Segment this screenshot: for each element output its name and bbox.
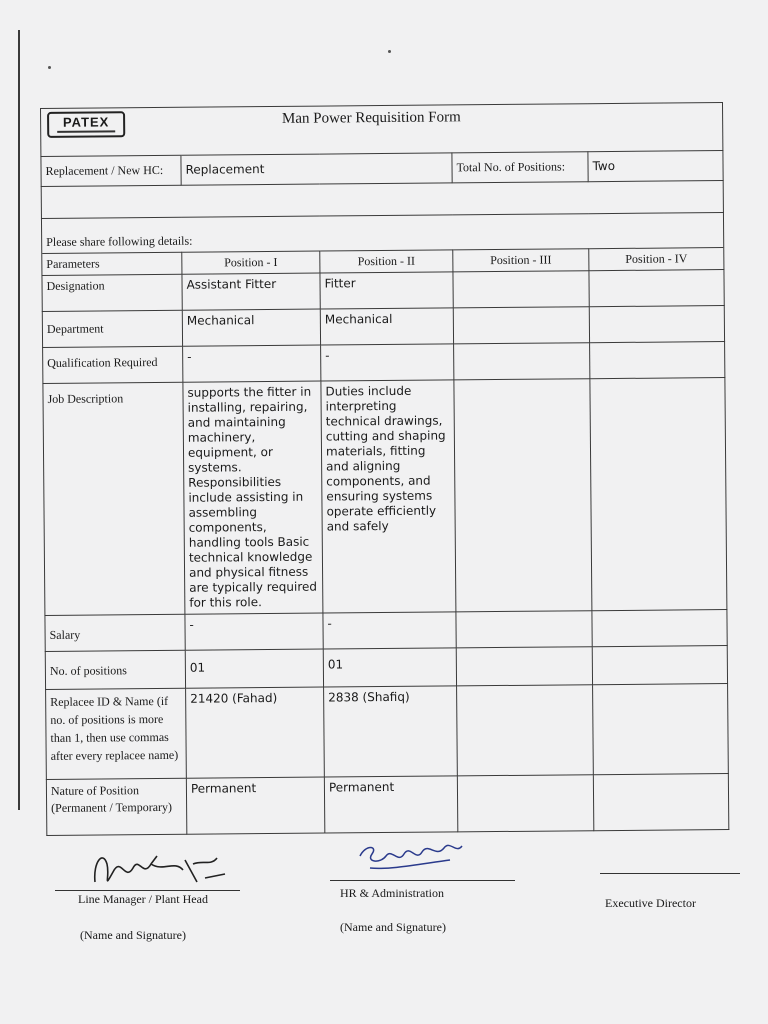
- salary-label: Salary: [45, 614, 185, 651]
- job-description-p1: supports the fitter in installing, repairing, and maintaining machinery, equipment, or systems. Responsibilities include assisting in assembling components, handling tools Basic technical knowledge and physical fitness are typically required for this role.: [183, 381, 323, 614]
- replacement-value: Replacement: [181, 153, 452, 185]
- line-manager-label: Line Manager / Plant Head: [78, 892, 208, 906]
- department-row: [42, 306, 724, 348]
- replacee-p1: 21420 (Fahad): [186, 687, 325, 778]
- qualification-label: Qualification Required: [43, 346, 183, 383]
- nature-label: Nature of Position (Permanent / Temporary): [46, 778, 186, 835]
- num-positions-p2: 01: [323, 648, 456, 687]
- designation-p1: Assistant Fitter: [182, 273, 320, 310]
- hr-label: HR & Administration: [340, 886, 445, 900]
- department-p2: Mechanical: [320, 308, 453, 345]
- company-logo: [47, 111, 125, 138]
- total-positions-label: Total No. of Positions:: [452, 152, 588, 183]
- qualification-row: [43, 342, 725, 384]
- header-position-2: Position - II: [320, 250, 453, 273]
- job-description-p2: Duties include interpreting technical drawings, cutting and shaping materials, fitting and aligning components, and ensuring systems operate efficiently and safely: [321, 380, 456, 613]
- line-manager-sub: (Name and Signature): [80, 928, 186, 942]
- requisition-form-sheet: [40, 102, 728, 835]
- speck: [388, 50, 391, 53]
- qualification-p2: -: [321, 344, 454, 381]
- replacee-row: [46, 684, 729, 780]
- header-position-4: Position - IV: [589, 248, 724, 271]
- num-positions-p1: 01: [185, 649, 323, 688]
- job-description-label: Job Description: [43, 382, 185, 615]
- qualification-p1: -: [183, 345, 321, 382]
- paper-edge: [18, 30, 20, 810]
- requisition-form-table: [40, 102, 729, 836]
- nature-p1: Permanent: [186, 777, 324, 834]
- num-positions-label: No. of positions: [45, 650, 185, 689]
- nature-row: [46, 774, 728, 836]
- job-description-row: [43, 378, 727, 616]
- title-cell: [180, 103, 722, 156]
- total-positions-value: Two: [588, 151, 723, 182]
- executive-label: Executive Director: [605, 896, 696, 910]
- hr-sub: (Name and Signature): [340, 920, 446, 934]
- title-row: [41, 103, 723, 157]
- designation-p2: Fitter: [320, 272, 453, 309]
- share-details: Please share following details:: [41, 213, 723, 254]
- replacee-p2: 2838 (Shafiq): [324, 686, 458, 777]
- line-manager-signature: [85, 842, 245, 897]
- hr-signature: [350, 834, 470, 879]
- form-title: Man Power Requisition Form: [281, 109, 461, 127]
- nature-p2: Permanent: [324, 776, 457, 833]
- designation-label: Designation: [42, 274, 182, 311]
- logo-text: PATEX: [62, 114, 110, 130]
- department-label: Department: [42, 310, 182, 347]
- salary-row: [45, 610, 727, 652]
- salary-p2: -: [323, 612, 456, 649]
- speck: [48, 66, 51, 69]
- header-position-3: Position - III: [453, 249, 589, 272]
- replacee-label: Replacee ID & Name (if no. of positions is more than 1, then use commas after every replacee name): [46, 688, 187, 779]
- share-details-row: [41, 213, 723, 254]
- replacement-label: Replacement / New HC:: [41, 155, 181, 186]
- header-position-1: Position - I: [182, 251, 320, 274]
- salary-p1: -: [185, 613, 323, 650]
- signature-area: [50, 840, 750, 950]
- designation-row: [42, 270, 724, 312]
- department-p1: Mechanical: [182, 309, 320, 346]
- num-positions-row: [45, 646, 727, 690]
- header-parameters: Parameters: [42, 252, 182, 275]
